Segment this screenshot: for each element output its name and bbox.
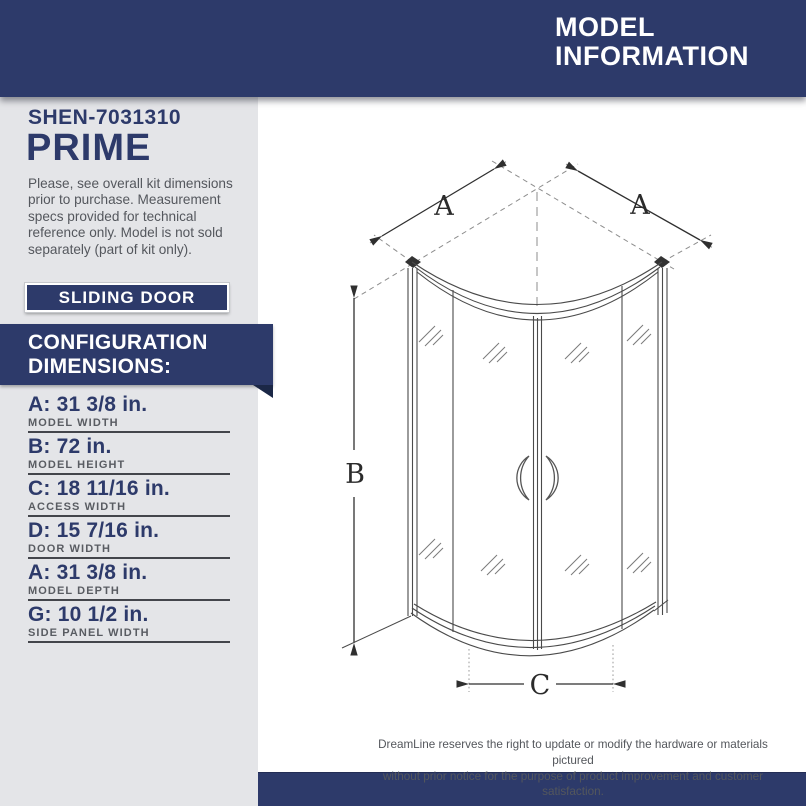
dim-label: MODEL HEIGHT — [28, 459, 126, 471]
dim-value: G: 10 1/2 in. — [28, 603, 149, 626]
dim-label: SIDE PANEL WIDTH — [28, 627, 150, 639]
list-item-model-depth — [28, 561, 230, 601]
disclaimer-line1: DreamLine reserves the right to update or modify the hardware or materials pictured — [378, 738, 768, 767]
header-banner — [0, 0, 806, 97]
kit-description: Please, see overall kit dimensions prior to purchase. Measurement specs provided for technical reference only. Model is not sold separately (part of kit only). — [28, 176, 233, 257]
model-number: SHEN-7031310 — [28, 106, 182, 129]
dimension-a-right-label: A — [630, 190, 650, 221]
dimension-a-right — [578, 171, 700, 240]
disclaimer-text — [366, 737, 780, 800]
dim-label: DOOR WIDTH — [28, 543, 112, 555]
dim-value: C: 18 11/16 in. — [28, 477, 170, 500]
config-header-line2: DIMENSIONS: — [28, 354, 172, 378]
door-type-badge-label: SLIDING DOOR — [58, 287, 196, 307]
page-title-line1: MODEL — [555, 12, 655, 42]
right-door-handle — [546, 456, 558, 500]
page-title — [555, 13, 749, 71]
dim-value: A: 31 3/8 in. — [28, 393, 148, 416]
list-item-model-width — [28, 393, 230, 433]
info-panel — [0, 97, 258, 806]
enclosure-structure — [405, 256, 670, 656]
page-title-line2: INFORMATION — [555, 41, 749, 71]
ribbon-fold — [253, 385, 273, 398]
dim-label: MODEL WIDTH — [28, 417, 119, 429]
dim-value: A: 31 3/8 in. — [28, 561, 148, 584]
disclaimer-line2: without prior notice for the purpose of product improvement and customer satisfaction. — [382, 769, 764, 799]
dimension-a-left-label: A — [434, 191, 454, 222]
dim-value: B: 72 in. — [28, 435, 112, 458]
configuration-dimensions-ribbon — [0, 324, 273, 385]
config-header-line1: CONFIGURATION — [28, 331, 208, 354]
left-door-handle — [517, 456, 529, 500]
door-type-badge — [25, 283, 229, 312]
list-item-access-width — [28, 477, 230, 517]
dim-value: D: 15 7/16 in. — [28, 519, 160, 542]
list-item-model-height — [28, 435, 230, 475]
series-name: PRIME — [26, 127, 152, 169]
list-item-door-width — [28, 519, 230, 559]
dimension-list — [28, 393, 230, 645]
dimension-c-label: C — [529, 670, 551, 701]
dimension-a-left — [382, 169, 494, 236]
dimension-c — [469, 645, 613, 701]
dim-label: ACCESS WIDTH — [28, 501, 127, 513]
dim-label: MODEL DEPTH — [28, 585, 120, 597]
dimension-b-label: B — [345, 459, 365, 490]
list-item-side-panel-width — [28, 603, 230, 643]
dimension-b — [342, 298, 411, 648]
